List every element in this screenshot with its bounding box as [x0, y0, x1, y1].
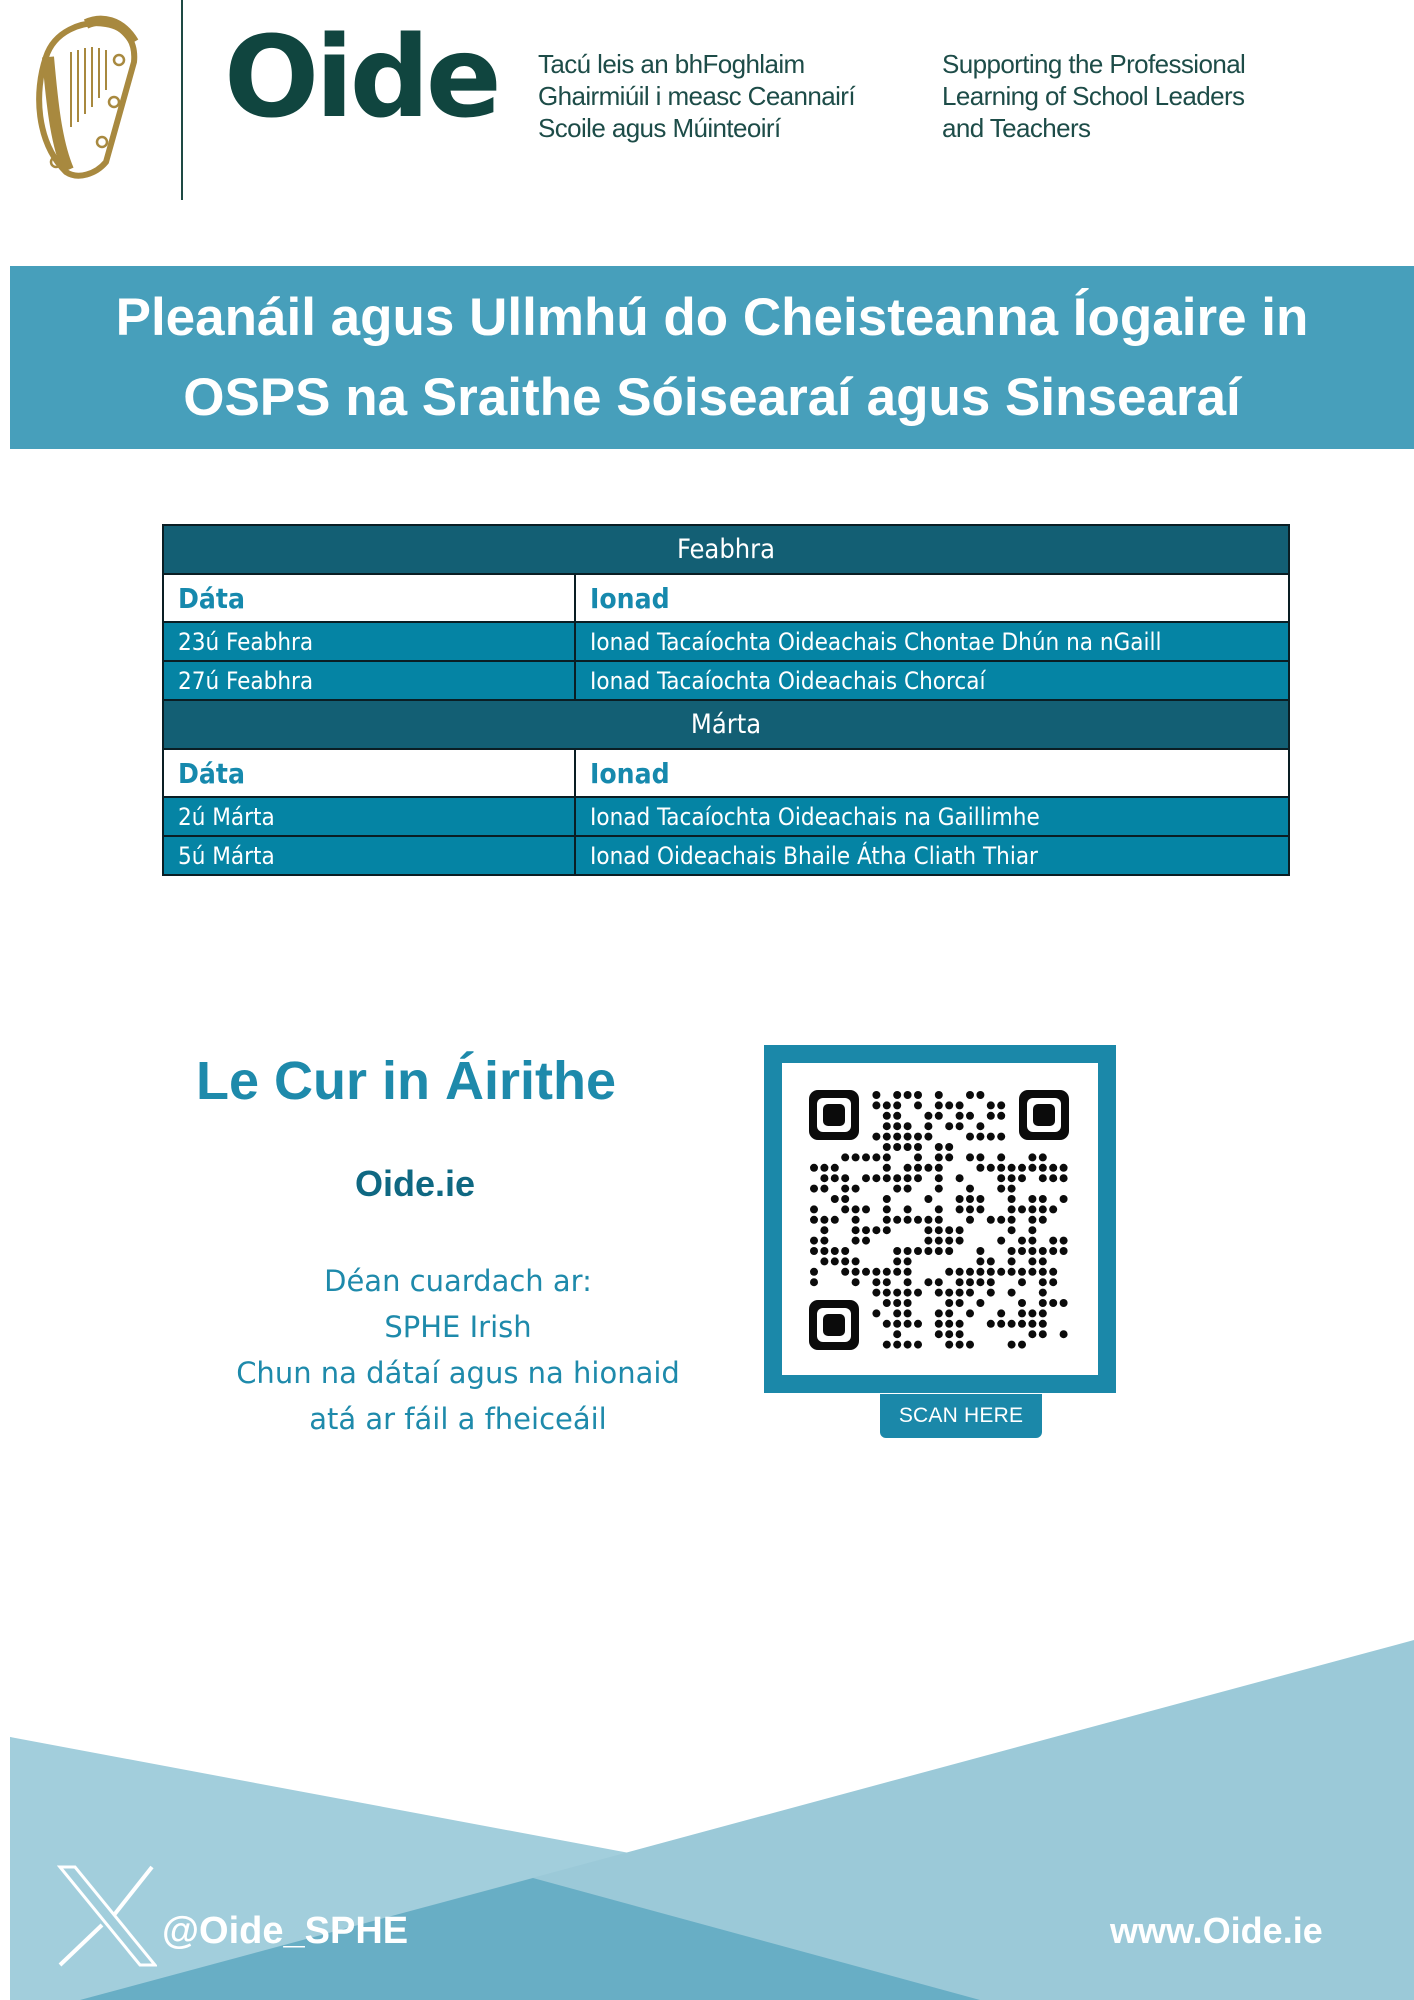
column-header-row [163, 749, 1289, 797]
month-header-row [163, 700, 1289, 749]
column-header-row [163, 574, 1289, 622]
date-cell: 27ú Feabhra [163, 661, 575, 700]
venue-cell: Ionad Tacaíochta Oideachais na Gaillimhe [575, 797, 1289, 836]
instruction-line: atá ar fáil a fheiceáil [309, 1402, 607, 1436]
booking-title: Le Cur in Áirithe [196, 1051, 617, 1111]
instruction-line: SPHE Irish [384, 1310, 532, 1344]
table-row [163, 797, 1289, 836]
month-header-row [163, 525, 1289, 574]
tagline-irish [538, 48, 855, 144]
month-name: Feabhra [163, 525, 1289, 574]
x-logo-icon [57, 1865, 157, 1967]
logo-divider [181, 0, 183, 200]
tagline-line: and Teachers [942, 113, 1091, 143]
month-name: Márta [163, 700, 1289, 749]
venue-cell: Ionad Oideachais Bhaile Átha Cliath Thiar [575, 836, 1289, 875]
qr-code-icon [809, 1090, 1069, 1350]
column-header-date: Dáta [163, 574, 575, 622]
tagline-line: Supporting the Professional [942, 49, 1246, 79]
column-header-venue: Ionad [575, 574, 1289, 622]
title-banner [10, 266, 1414, 449]
qr-code-frame [764, 1045, 1116, 1393]
booking-site-link[interactable]: Oide.ie [355, 1163, 476, 1204]
date-cell: 5ú Márta [163, 836, 575, 875]
column-header-date: Dáta [163, 749, 575, 797]
banner-title-line: OSPS na Sraithe Sóisearaí agus Sinsearaí [183, 367, 1241, 427]
tagline-line: Learning of School Leaders [942, 81, 1245, 111]
tagline-line: Tacú leis an bhFoghlaim [538, 49, 805, 79]
column-header-venue: Ionad [575, 749, 1289, 797]
schedule-table [162, 524, 1290, 876]
qr-code[interactable] [782, 1063, 1098, 1375]
table-row [163, 661, 1289, 700]
venue-cell: Ionad Tacaíochta Oideachais Chorcaí [575, 661, 1289, 700]
date-cell: 2ú Márta [163, 797, 575, 836]
oide-logo: Oide [224, 13, 498, 143]
tagline-line: Scoile agus Múinteoirí [538, 113, 781, 143]
venue-cell: Ionad Tacaíochta Oideachais Chontae Dhún na nGaill [575, 622, 1289, 661]
tagline-english [942, 48, 1245, 144]
harp-icon [26, 12, 141, 184]
instruction-line: Chun na dátaí agus na hionaid [236, 1356, 680, 1390]
banner-title-line: Pleanáil agus Ullmhú do Cheisteanna Íogaire in [115, 287, 1309, 347]
website-link[interactable]: www.Oide.ie [1110, 1910, 1323, 1951]
scan-here-button[interactable]: SCAN HERE [880, 1394, 1042, 1438]
social-handle-link[interactable]: @Oide_SPHE [162, 1910, 409, 1952]
table-row [163, 836, 1289, 875]
tagline-line: Ghairmiúil i measc Ceannairí [538, 81, 855, 111]
booking-instructions [200, 1258, 716, 1442]
instruction-line: Déan cuardach ar: [324, 1264, 592, 1298]
date-cell: 23ú Feabhra [163, 622, 575, 661]
table-row [163, 622, 1289, 661]
